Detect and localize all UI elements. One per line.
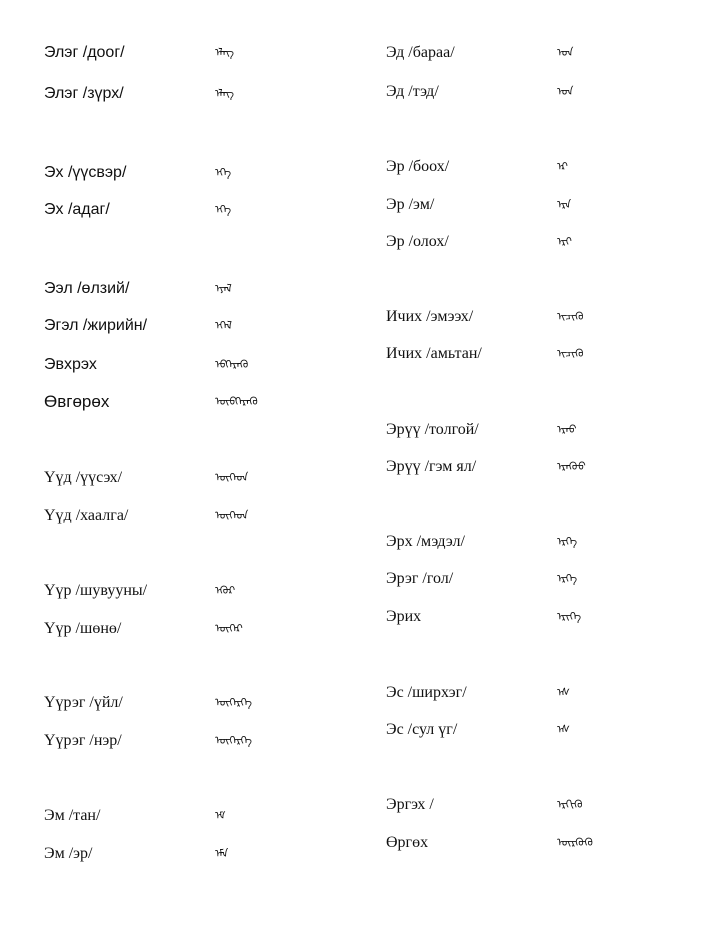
mongol-script-word: ᠢᠴᠢᠬᠦ bbox=[557, 310, 584, 323]
cyrillic-word: Ичих /амьтан/ bbox=[386, 345, 482, 362]
mongol-script-word: ᠡᠰ bbox=[557, 723, 570, 736]
cyrillic-word: Эвхрэх bbox=[44, 356, 97, 373]
cyrillic-word: Эм /тан/ bbox=[44, 807, 101, 824]
mongol-script-word: ᠡᠷᠡᠭᠦᠦ bbox=[557, 460, 586, 473]
cyrillic-word: Эх /адаг/ bbox=[44, 201, 110, 218]
cyrillic-word: Үүд /хаалга/ bbox=[44, 507, 129, 524]
mongol-script-word: ᠡᠷᠡ bbox=[557, 198, 572, 211]
mongol-script-word: ᠦᠭᠡᠷᠭᠡ bbox=[215, 734, 252, 747]
mongol-script-word: ᠡᠶᠡᠯ bbox=[215, 282, 232, 295]
cyrillic-word: Үүрэг /үйл/ bbox=[44, 694, 123, 711]
mongol-script-word: ᠡᠬᠡ bbox=[215, 166, 232, 179]
cyrillic-word: Өргөх bbox=[386, 834, 429, 851]
mongol-script-word: ᠡᠯᠡᠭ bbox=[215, 46, 235, 59]
cyrillic-word: Эд /бараа/ bbox=[386, 44, 455, 61]
cyrillic-word: Эр /олох/ bbox=[386, 233, 449, 250]
mongol-script-word: ᠢᠴᠢᠬᠦ bbox=[557, 347, 584, 360]
mongol-script-word: ᠡᠰ bbox=[557, 686, 570, 699]
cyrillic-word: Үүр /шувууны/ bbox=[44, 582, 148, 599]
mongol-script-word: ᠡᠷᠡᠦ bbox=[557, 423, 577, 436]
cyrillic-word: Үүрэг /нэр/ bbox=[44, 732, 122, 749]
cyrillic-word: Ичих /эмээх/ bbox=[386, 308, 474, 325]
cyrillic-word: Эрүү /гэм ял/ bbox=[386, 458, 477, 475]
mongol-script-word: ᠡᠷᠬᠡ bbox=[557, 535, 578, 548]
cyrillic-word: Эс /ширхэг/ bbox=[386, 684, 467, 701]
cyrillic-word: Эрих bbox=[386, 608, 422, 625]
mongol-script-word: ᠡᠳ bbox=[557, 85, 574, 98]
mongol-script-word: ᠡᠭᠦᠷ bbox=[215, 584, 236, 597]
cyrillic-word: Эргэх / bbox=[386, 796, 434, 813]
cyrillic-word: Элэг /зүрх/ bbox=[44, 85, 124, 102]
mongol-script-word: ᠡᠪᠬᠡᠷᠡᠬᠦ bbox=[215, 358, 249, 371]
cyrillic-word: Эр /боох/ bbox=[386, 158, 450, 175]
mongol-script-word: ᠡᠷᠭᠡ bbox=[557, 572, 578, 585]
mongol-script-word: ᠦᠭᠡᠳ bbox=[215, 509, 249, 522]
mongol-script-word: ᠡᠮ bbox=[215, 809, 226, 822]
cyrillic-word: Эс /сул үг/ bbox=[386, 721, 458, 738]
cyrillic-word: Үүр /шөнө/ bbox=[44, 620, 122, 637]
mongol-script-word: ᠥᠪᠭᠡᠷᠡᠬᠦ bbox=[215, 395, 258, 408]
mongol-script-word: ᠦᠭᠡᠳ bbox=[215, 471, 249, 484]
cyrillic-word: Эрүү /толгой/ bbox=[386, 421, 479, 438]
mongol-script-word: ᠡᠷᠢᠬᠡ bbox=[557, 610, 582, 623]
mongol-script-word: ᠡᠬᠡ bbox=[215, 203, 232, 216]
mongol-script-word: ᠡᠮᠡ bbox=[215, 847, 229, 860]
mongol-script-word: ᠡᠳ bbox=[557, 46, 574, 59]
mongol-script-word: ᠦᠭᠡᠷᠭᠡ bbox=[215, 696, 252, 709]
mongol-script-word: ᠡᠯᠡᠭ bbox=[215, 87, 235, 100]
mongol-script-word: ᠡᠷᠢ bbox=[557, 235, 572, 248]
cyrillic-word: Ээл /өлзий/ bbox=[44, 280, 130, 297]
cyrillic-word: Эгэл /жирийн/ bbox=[44, 317, 148, 334]
cyrillic-word: Эрэг /гол/ bbox=[386, 570, 454, 587]
mongol-script-word: ᠥᠷᠭᠦᠬᠦ bbox=[557, 836, 593, 849]
cyrillic-word: Эх /үүсвэр/ bbox=[44, 164, 127, 181]
mongol-script-word: ᠡᠷᠭᠢᠬᠦ bbox=[557, 798, 583, 811]
cyrillic-word: Элэг /доог/ bbox=[44, 44, 125, 61]
cyrillic-word: Эр /эм/ bbox=[386, 196, 435, 213]
mongol-script-word: ᠦᠭᠡᠷ bbox=[215, 622, 243, 635]
cyrillic-word: Эрх /мэдэл/ bbox=[386, 533, 465, 550]
cyrillic-word: Үүд /үүсэх/ bbox=[44, 469, 123, 486]
cyrillic-word: Өвгөрөх bbox=[44, 392, 110, 411]
cyrillic-word: Эм /эр/ bbox=[44, 845, 93, 862]
mongol-script-word: ᠡᠷ bbox=[557, 160, 568, 173]
cyrillic-word: Эд /тэд/ bbox=[386, 83, 439, 100]
mongol-script-word: ᠡᠭᠡᠯ bbox=[215, 319, 232, 332]
